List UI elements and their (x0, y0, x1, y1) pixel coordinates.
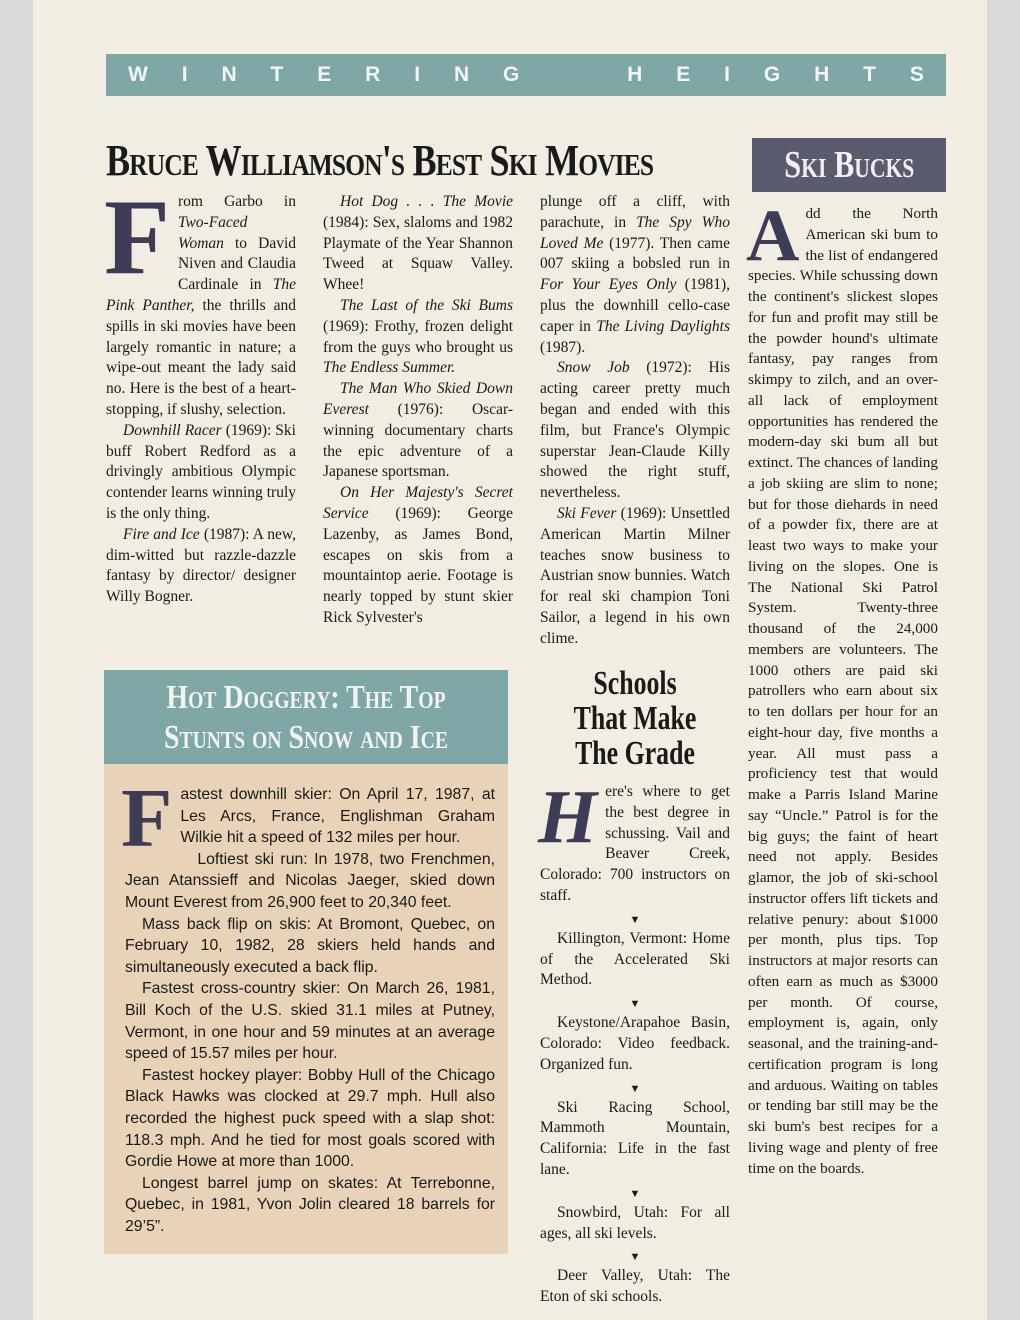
banner-letter: I (414, 63, 421, 86)
film-title: The Living Daylights (596, 317, 730, 335)
drop-cap: A (746, 195, 800, 277)
drop-cap: H (538, 775, 598, 859)
text: (1987). (540, 338, 586, 356)
paragraph (540, 504, 730, 650)
article-column-3 (540, 192, 730, 650)
film-title: The Pink Panther, (106, 276, 296, 314)
text: to David Niven and Claudia Cardinale in (177, 234, 296, 294)
school-entry: Deer Valley, Utah: The Eton of ski schools. (540, 1267, 730, 1306)
article-column-2 (323, 192, 513, 629)
banner-letter: R (365, 63, 381, 86)
paragraph (323, 379, 513, 483)
banner-letter: H (627, 63, 643, 86)
schools-list (538, 775, 730, 1308)
banner-letter: I (181, 63, 188, 86)
hot-doggery-title-line-2: Stunts on Snow and Ice (163, 719, 449, 756)
text: (1976): Oscar-winning documentary charts the epic adventure of a Japanese sportsman. (323, 400, 513, 481)
text: (1969): Unsettled American Martin Milner teaches snow business to Austrian snow bunnies. Watch for real ski champion Toni Sailor, a legend in his own clime. (540, 504, 730, 647)
film-title: For Your Eyes Only (540, 276, 677, 294)
triangle-marker-icon: ▼ (629, 1251, 641, 1264)
paragraph (323, 483, 513, 629)
text: (1981), plus the downhill cello-case caper in (540, 276, 730, 335)
film-title: Two-Faced Woman (177, 213, 248, 252)
triangle-marker-icon: ▼ (629, 913, 641, 926)
paragraph (104, 178, 296, 421)
banner-letter: E (676, 63, 691, 86)
text: (1969): Frothy, frozen delight from the guys who brought us (323, 317, 513, 356)
school-entry: Snowbird, Utah: For all ages, all ski levels. (540, 1203, 730, 1242)
film-title: Fire and Ice (123, 525, 200, 543)
drop-cap: F (104, 178, 170, 297)
text: astest downhill skier: On April 17, 1987, at Les Arcs, France, Englishman Graham Wilkie hit a speed of 132 miles per hour. (180, 786, 495, 847)
schools-title-line-2: That Make (573, 700, 697, 737)
schools-headline (540, 666, 730, 771)
film-title: Ski Fever (557, 504, 617, 522)
record-item: Longest barrel jump on skates: At Terrebonne, Quebec, in 1981, Yvon Jolin cleared 18 barrels for 29’5”. (125, 1174, 495, 1235)
text: rom Garbo in (177, 193, 296, 210)
drop-cap: F (121, 772, 173, 865)
school-intro (538, 775, 730, 907)
text: dd the North American ski bum to the list of endangered species. While schussing down the continent's slickest slopes for fun and profit may still be the powder hound's ultimate fantasy, pay ranges from skimpy to zilch, and an over-all lack of employment opportunities has rendered the modern-day ski bum all but extinct. The chances of landing a job skiing are slim to none; but for those diehards in need of a powder fix, there are at least two ways to make your living on the slopes. One is The National Ski Patrol System. Twenty-three thousand of the 24,000 members are volunteers. The 1000 others are paid ski patrollers who earn about six to ten dollars per hour for an eight-hour day, five months a year. All must pass a proficiency test that would make a Parris Island Marine say “Uncle.” Patrol is for the big guys; the faint of heart need not apply. Besides glamor, the job of ski-school instructor offers lift tickets and relative penury: about $1000 per month, plus tips. Top instructors at major resorts can often earn as much as $3000 per month. Of course, employment is, again, only seasonal, and the training-and-certification program is long and arduous. Waiting on tables or tending bar still may be the ski bum's best recipes for a living wage and plenty of free time on the boards. (748, 205, 938, 1177)
triangle-marker-icon: ▼ (629, 1082, 641, 1095)
hot-doggery-title-box (104, 670, 508, 764)
paragraph (746, 195, 938, 1179)
hot-doggery-title-line-1: Hot Doggery: The Top (166, 679, 446, 716)
text: (1984): Sex, slaloms and 1982 Playmate of the Year Shannon Tweed at Squaw Valley. Whee! (323, 213, 513, 294)
record-item: Fastest hockey player: Bobby Hull of the Chicago Black Hawks was clocked at 29.7 mph. Hull also recorded the highest puck speed with a slap shot: 118.3 mph. And he tied for most goals scored with Gordie Howe at more than 1000. (125, 1066, 495, 1171)
school-entry: Keystone/Arapahoe Basin, Colorado: Video feedback. Organized fun. (540, 1014, 730, 1073)
text: (1969): Ski buff Robert Redford as a drivingly ambitious Olympic contender learns winning truly is the only thing. (106, 421, 296, 522)
ski-bucks-title-box (752, 138, 946, 192)
hot-doggery-list (121, 772, 495, 1237)
paragraph (323, 296, 513, 379)
record-item (121, 772, 495, 865)
film-title: Hot Dog . . . The Movie (340, 193, 513, 210)
film-title: The Spy Who Loved Me (540, 213, 730, 252)
article-headline: Bruce Williamson's Best Ski Movies (106, 136, 654, 185)
text: ere's where to get the best degree in schussing. Vail and Beaver Creek, Colorado: 700 instructors on staff. (540, 783, 730, 904)
schools-title-line-1: Schools (593, 665, 677, 702)
school-entry: Ski Racing School, Mammoth Mountain, California: Life in the fast lane. (540, 1098, 730, 1178)
ski-bucks-title: Ski Bucks (783, 144, 914, 186)
text: plunge off a cliff, with parachute, in (540, 193, 730, 231)
paragraph (540, 358, 730, 504)
schools-title-line-3: The Grade (575, 735, 695, 772)
paragraph (323, 192, 513, 296)
banner-letter: E (317, 63, 332, 86)
paragraph (106, 525, 296, 608)
film-title: Downhill Racer (123, 421, 222, 439)
banner-letter: W (128, 63, 148, 86)
text: (1969): George Lazenby, as James Bond, escapes on skis from a mountaintop aerie. Footage is nearly topped by stunt skier Rick Sylvester's (323, 504, 513, 626)
section-banner (106, 54, 946, 96)
paragraph (540, 192, 730, 358)
banner-letter: G (763, 63, 781, 86)
banner-letter: N (453, 63, 470, 86)
banner-letter: T (270, 63, 284, 86)
film-title: The Last of the Ski Bums (340, 296, 513, 314)
article-column-1 (104, 178, 296, 608)
school-entry: Killington, Vermont: Home of the Accelerated Ski Method. (540, 929, 730, 989)
banner-letter: N (221, 63, 237, 86)
triangle-marker-icon: ▼ (629, 1187, 641, 1200)
banner-letter: H (814, 63, 830, 86)
banner-letter: G (503, 63, 520, 86)
banner-letter: I (724, 63, 730, 86)
film-title: The Endless Summer. (323, 359, 456, 377)
film-title: Snow Job (557, 359, 630, 377)
record-item: Loftiest ski run: In 1978, two Frenchmen, Jean Atanssieff and Nicolas Jaeger, skied down Mount Everest from 26,900 feet to 20,340 feet. (125, 850, 495, 911)
film-title: On Her Majesty's Secret Service (323, 484, 513, 522)
record-item: Fastest cross-country skier: On March 26, 1981, Bill Koch of the U.S. skied 31.1 miles at Putney, Vermont, in one hour and 59 minutes at an average speed of 15.57 miles per hour. (125, 980, 495, 1063)
text: (1977). Then came 007 skiing a bobsled run in (540, 234, 730, 273)
text: (1972): His acting career pretty much began and ended with this film, but France's Olympic superstar Jean-Claude Killy showed the right stuff, nevertheless. (540, 359, 730, 502)
banner-letter: S (909, 63, 924, 86)
ski-bucks-column (746, 195, 938, 1179)
banner-letter: T (863, 63, 876, 86)
text: the thrills and spills in ski movies have been largely romantic in nature; a wipe-out meant the lady said no. Here is the best of a heart-stopping, if slushy, selection. (106, 296, 296, 418)
triangle-marker-icon: ▼ (629, 998, 641, 1011)
record-item: Mass back flip on skis: At Bromont, Quebec, on February 10, 1982, 28 skiers held hands and simultaneously executed a back flip. (125, 915, 495, 976)
paragraph (106, 421, 296, 525)
text: (1987): A new, dim-witted but razzle-dazzle fantasy by director/ designer Willy Bogner. (106, 525, 296, 606)
film-title: The Man Who Skied Down Everest (323, 380, 513, 418)
